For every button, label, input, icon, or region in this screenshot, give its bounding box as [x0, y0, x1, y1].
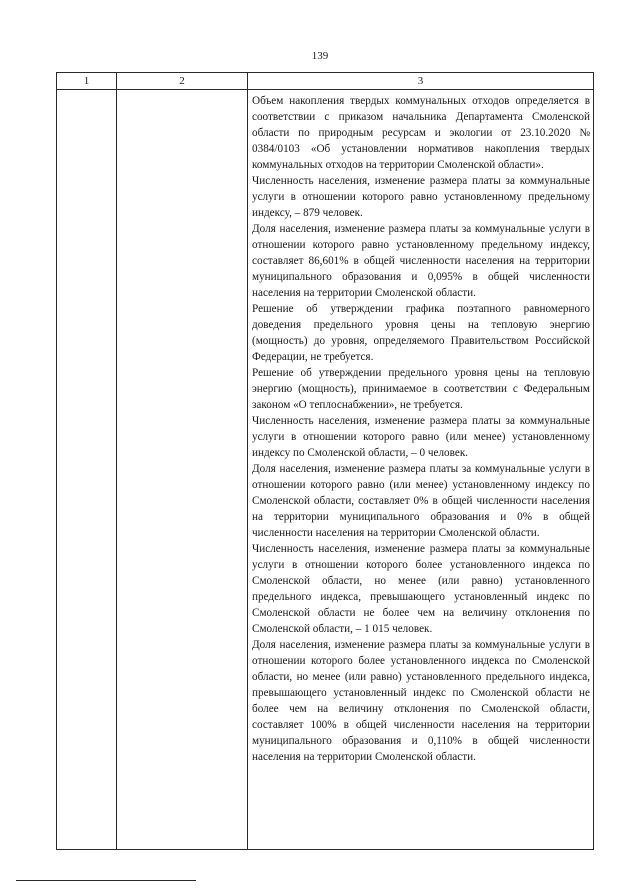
table-row [57, 90, 594, 850]
page-number: 139 [311, 50, 329, 62]
content-table [56, 72, 594, 850]
table-header-row [57, 73, 594, 90]
header-col-1: 1 [57, 73, 117, 90]
paragraph-heat-price-schedule: Решение об утверждении графика поэтапного равномерного доведения предельного уровня цены на тепловую энергию (мощность) до уровня, определяемого Правительством Российской Федерации, не требуется. [252, 303, 590, 363]
paragraph-share-above-index: Доля населения, изменение размера платы за коммунальные услуги в отношении которого более установленного индекса по Смоленской области, но менее (или равно) установленного предельного индекса, превышающего установленный индекс по Смоленской области не более чем на величину отклонения по Смоленской области, составляет 100% в общей численности населения на территории муниципального образования и 0,110% в общей численности населения на территории Смоленской области. [252, 639, 590, 763]
header-col-3: 3 [248, 73, 594, 90]
paragraph-heat-price-limit: Решение об утверждении предельного уровня цены на тепловую энергию (мощность), принимаемое в соответствии с Федеральным законом «О теплоснабжении», не требуется. [252, 367, 590, 411]
cell-col-1 [57, 90, 117, 850]
cell-text-block [248, 90, 593, 765]
cell-col-3 [248, 90, 594, 850]
paragraph-population-above-index: Численность населения, изменение размера платы за коммунальные услуги в отношении которого более установленного индекса по Смоленской области, но менее (или равно) установленного предельного индекса, превышающего установленный индекс по Смоленской области не более чем на величину отклонения по Смоленской области, – 1 015 человек. [252, 543, 590, 635]
paragraph-population-equal-limit: Численность населения, изменение размера платы за коммунальные услуги в отношении которого равно установленному предельному индексу, – 879 человек. [252, 175, 590, 219]
footnote-rule [16, 880, 196, 881]
paragraph-share-equal-or-less: Доля населения, изменение размера платы за коммунальные услуги в отношении которого равно (или менее) установленному индексу по Смоленской области, составляет 0% в общей численности населения на территории муниципального образования и 0% в общей численности населения на территории Смоленской области. [252, 463, 590, 539]
cell-col-2 [117, 90, 248, 850]
header-col-2: 2 [117, 73, 248, 90]
paragraph-population-equal-or-less: Численность населения, изменение размера платы за коммунальные услуги в отношении которого равно (или менее) установленному индексу по Смоленской области, – 0 человек. [252, 415, 590, 459]
paragraph-share-equal-limit: Доля населения, изменение размера платы за коммунальные услуги в отношении которого равно установленному предельному индексу, составляет 86,601% в общей численности населения на территории муниципального образования и 0,095% в общей численности населения на территории Смоленской области. [252, 223, 590, 299]
paragraph-waste-volume: Объем накопления твердых коммунальных отходов определяется в соответствии с приказом начальника Департамента Смоленской области по природным ресурсам и экологии от 23.10.2020 № 0384/0103 «Об установлении нормативов накопления твердых коммунальных отходов на территории Смоленской области». [252, 95, 590, 171]
